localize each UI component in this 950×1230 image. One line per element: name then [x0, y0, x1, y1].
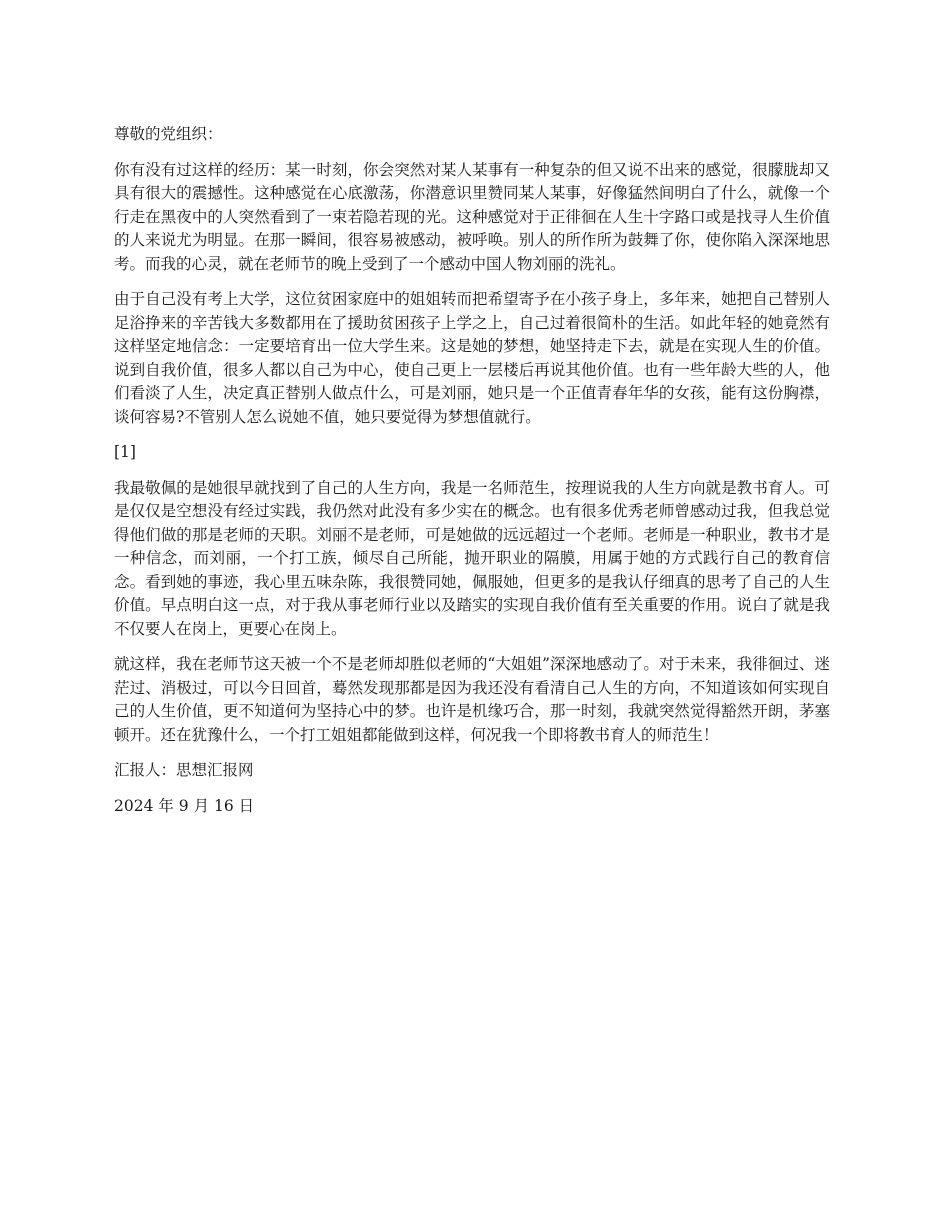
date-line: 2024 年 9 月 16 日	[114, 796, 255, 815]
reporter-line: 汇报人：思想汇报网	[114, 761, 254, 779]
paragraph-3: 我最敬佩的是她很早就找到了自己的人生方向，我是一名师范生，按理说我的人生方向就是教书育人。可是仅仅是空想没有经过实践，我仍然对此没有多少实在的概念。也有很多优秀老师曾感动过我，但我总觉得他们做的那是老师的天职。刘丽不是老师，可是她做的远远超过一个老师。老师是一种职业，教书才是一种信念，而刘丽，一个打工族，倾尽自己所能，抛开职业的隔膜，用属于她的方式践行自己的教育信念。看到她的事迹，我心里五味杂陈，我很赞同她，佩服她，但更多的是我认仔细真的思考了自己的人生价值。早点明白这一点，对于我从事老师行业以及踏实的实现自我价值有至关重要的作用。说白了就是我不仅要人在岗上，更要心在岗上。	[114, 478, 830, 638]
paragraph-2: 由于自己没有考上大学，这位贫困家庭中的姐姐转而把希望寄予在小孩子身上，多年来，她把自己替别人足浴挣来的辛苦钱大多数都用在了援助贫困孩子上学之上，自己过着很简朴的生活。如此年轻的她竟然有这样坚定地信念：一定要培育出一位大学生来。这是她的梦想，她坚持走下去，就是在实现人生的价值。说到自我价值，很多人都以自己为中心，使自己更上一层楼后再说其他价值。也有一些年龄大些的人，他们看淡了人生，决定真正替别人做点什么，可是刘丽，她只是一个正值青春年华的女孩，能有这份胸襟，谈何容易?不管别人怎么说她不值，她只要觉得为梦想值就行。	[114, 290, 830, 426]
paragraph-1: 你有没有过这样的经历：某一时刻，你会突然对某人某事有一种复杂的但又说不出来的感觉，很朦胧却又具有很大的震撼性。这种感觉在心底激荡，你潜意识里赞同某人某事，好像猛然间明白了什么，就像一个行走在黑夜中的人突然看到了一束若隐若现的光。这种感觉对于正徘徊在人生十字路口或是找寻人生价值的人来说尤为明显。在那一瞬间，很容易被感动，被呼唤。别人的所作所为鼓舞了你，使你陷入深深地思考。而我的心灵，就在老师节的晚上受到了一个感动中国人物刘丽的洗礼。	[114, 160, 830, 273]
paragraph-4: 就这样，我在老师节这天被一个不是老师却胜似老师的“大姐姐”深深地感动了。对于未来，我徘徊过、迷茫过、消极过，可以今日回首，蓦然发现那都是因为我还没有看清自己人生的方向，不知道该如何实现自己的人生价值，更不知道何为坚持心中的梦。也许是机缘巧合，那一时刻，我就突然觉得豁然开朗，茅塞顿开。还在犹豫什么，一个打工姐姐都能做到这样，何况我一个即将教书育人的师范生！	[114, 655, 830, 744]
document-page	[114, 123, 830, 830]
salutation: 尊敬的党组织：	[114, 125, 223, 143]
reference-marker: [1]	[114, 443, 136, 461]
